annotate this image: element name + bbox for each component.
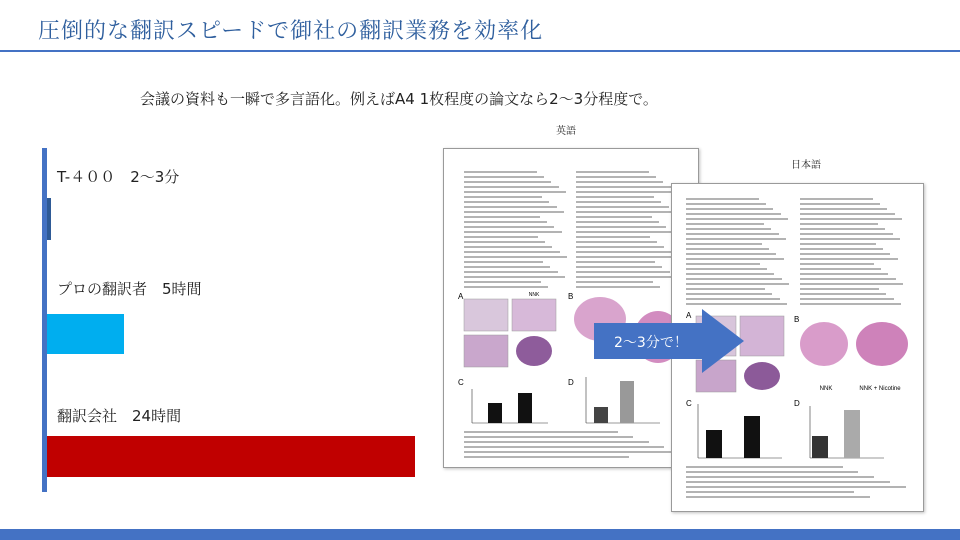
english-doc-caption: 英語: [556, 126, 576, 137]
title-divider: [0, 50, 960, 52]
figure-label-d: D: [568, 378, 574, 387]
text-line: [464, 441, 649, 443]
text-line: [686, 476, 874, 478]
bar-label-pro-translator: プロの翻訳者 5時間: [57, 280, 202, 298]
figure-label-b: B: [568, 292, 574, 301]
bar-label-translation-company: 翻訳会社 24時間: [57, 407, 182, 425]
arrow-label: 2～3分で！: [614, 335, 688, 351]
panel-label-nnk: NNK: [528, 292, 540, 298]
text-line: [686, 471, 858, 473]
ja-figure-label-a: A: [686, 311, 692, 320]
ja-panel-label-nnk-nicotine: NNK + Nicotine: [859, 386, 901, 392]
text-line: [464, 436, 633, 438]
ja-figure-label-b: B: [794, 315, 800, 324]
bar-label-t400: T-４００ 2～3分: [57, 168, 180, 186]
text-line: [686, 491, 854, 493]
bar-pro-translator: [47, 314, 124, 354]
slide-title: 圧倒的な翻訳スピードで御社の翻訳業務を効率化: [38, 19, 544, 44]
ja-panel-label-nnk: NNK: [819, 386, 833, 392]
bar-t400: [47, 198, 51, 240]
footer-bar: [0, 529, 960, 540]
ja-figure-label-c: C: [686, 399, 692, 408]
text-line: [686, 481, 890, 483]
figure-label-c: C: [458, 378, 464, 387]
text-line: [686, 466, 843, 468]
japanese-doc-caption: 日本語: [791, 160, 821, 171]
text-line: [464, 431, 618, 433]
bar-translation-company: [47, 436, 415, 477]
ja-figure-label-d: D: [794, 399, 800, 408]
text-line: [464, 446, 664, 448]
slide-subtitle: 会議の資料も一瞬で多言語化。例えばA4 1枚程度の論文なら2～3分程度で。: [140, 90, 658, 108]
text-line: [686, 486, 906, 488]
english-document-thumbnail: [443, 148, 699, 468]
text-line: [464, 456, 629, 458]
text-line: [686, 496, 870, 498]
figure-label-a: A: [458, 292, 464, 301]
text-line: [464, 451, 680, 453]
